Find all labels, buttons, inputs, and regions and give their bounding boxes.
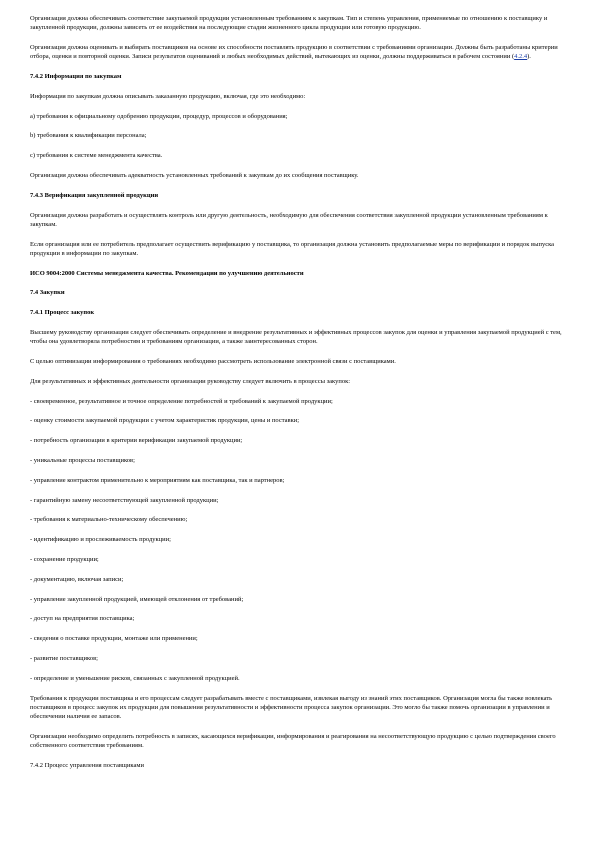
paragraph: Высшему руководству организации следует обеспечивать определение и внедрение результативных и эффективных процессов закупок для оценки и управления закупаемой продукцией с тем, чтобы она удовлетворяла потребностям и требованиям организации, а также заинтересованных сторон. <box>30 328 562 346</box>
paragraph: - сведения о поставке продукции, монтаже или применении; <box>30 635 198 643</box>
paragraph: b) требования к квалификации персонала; <box>30 132 147 140</box>
document-body <box>30 14 570 781</box>
paragraph: a) требования к официальному одобрению продукции, процедур, процессов и оборудования; <box>30 112 288 120</box>
paragraph: - уникальные процессы поставщиков; <box>30 456 135 464</box>
section-heading: 7.4 Закупки <box>30 289 65 297</box>
clause-reference-link[interactable]: 4.2.4 <box>514 53 528 61</box>
section-heading: 7.4.1 Процесс закупок <box>30 309 95 317</box>
section-heading: 7.4.2 Процесс управления поставщиками <box>30 761 144 769</box>
section-heading: 7.4.2 Информация по закупкам <box>30 73 122 80</box>
paragraph: - идентификацию и прослеживаемость продукции; <box>30 536 171 544</box>
paragraph: Организация должна обеспечивать соответствие закупаемой продукции установленным требованиям к закупкам. Тип и степень управления, применяемые по отношению к поставщику и закупленной продукции, должны зависеть от ее воздействия на последующие стадии жизненного цикла продукции или готовую продукцию. <box>30 15 548 32</box>
paragraph: Организация должна разработать и осуществлять контроль или другую деятельность, необходимую для обеспечения соответствия закупленной продукции установленным требованиям к закупкам. <box>30 211 548 228</box>
paragraph: c) требования к системе менеджмента качества. <box>30 152 163 160</box>
paragraph: Организация должна оценивать и выбирать поставщиков на основе их способности поставлять продукцию в соответствии с требованиями организации. Должны быть разработаны критерии отбора, оценки и повторной оценки. Записи результатов оцениваний и любых необходимых действий, вытекающих из оценки, должны поддерживаться в рабочем состоянии (4.2.4). <box>30 44 558 61</box>
paragraph: Организация должна обеспечивать адекватность установленных требований к закупкам до их сообщения поставщику. <box>30 171 359 179</box>
paragraph: - оценку стоимости закупаемой продукции с учетом характеристик продукции, цены и поставки; <box>30 417 300 425</box>
paragraph: Если организация или ее потребитель предполагает осуществить верификацию у поставщика, то организация должна установить предполагаемые меры по верификации и порядок выпуска продукции в информации по закупкам. <box>30 240 555 257</box>
paragraph: - своевременное, результативное и точное определение потребностей и требований к закупаемой продукции; <box>30 397 333 405</box>
paragraph: - определение и уменьшение рисков, связанных с закупленной продукцией. <box>30 674 240 682</box>
paragraph: - требования к материально-техническому обеспечению; <box>30 516 188 524</box>
paragraph: Для результативных и эффективных деятельности организации руководству следует включить в процессы закупок: <box>30 377 351 385</box>
paragraph: С целью оптимизации информирования о требованиях необходимо рассмотреть использование электронной связи с поставщиками. <box>30 357 396 365</box>
paragraph: - гарантийную замену несоответствующей закупленной продукции; <box>30 496 219 504</box>
paragraph: Организации необходимо определить потребность в записях, касающихся верификации, информирования и реагирования на несоответствующую продукцию с целью подтверждения своего собственного соответствия требованиям. <box>30 732 556 749</box>
paragraph: - доступ на предприятия поставщика; <box>30 615 135 623</box>
section-heading: ИСО 9004:2000 Системы менеджмента качества. Рекомендации по улучшению деятельности <box>30 269 304 277</box>
paragraph: - сохранение продукции; <box>30 555 99 563</box>
paragraph: - развитие поставщиков; <box>30 654 98 662</box>
paragraph: - управление контрактом применительно к мероприятиям как поставщика, так и партнеров; <box>30 476 285 484</box>
section-heading: 7.4.3 Верификация закупленной продукции <box>30 191 159 199</box>
paragraph: Требования к продукции поставщика и его процессам следует разрабатывать вместе с поставщиками, извлекая выгоду из знаний этих поставщиков. Организация могла бы также вовлекать поставщиков в процесс закупок их продукции для повышения результативности и эффективности процесса закупок организации. Это могло бы также помочь организации в управлении и обеспечении наличия ее запасов. <box>30 694 553 720</box>
paragraph: - управление закупленной продукцией, имеющей отклонения от требований; <box>30 595 244 603</box>
paragraph: Информация по закупкам должна описывать заказанную продукцию, включая, где это необходимо: <box>30 92 306 100</box>
paragraph: - документацию, включая записи; <box>30 575 124 583</box>
paragraph: - потребность организации в критерии верификации закупаемой продукции; <box>30 437 243 445</box>
